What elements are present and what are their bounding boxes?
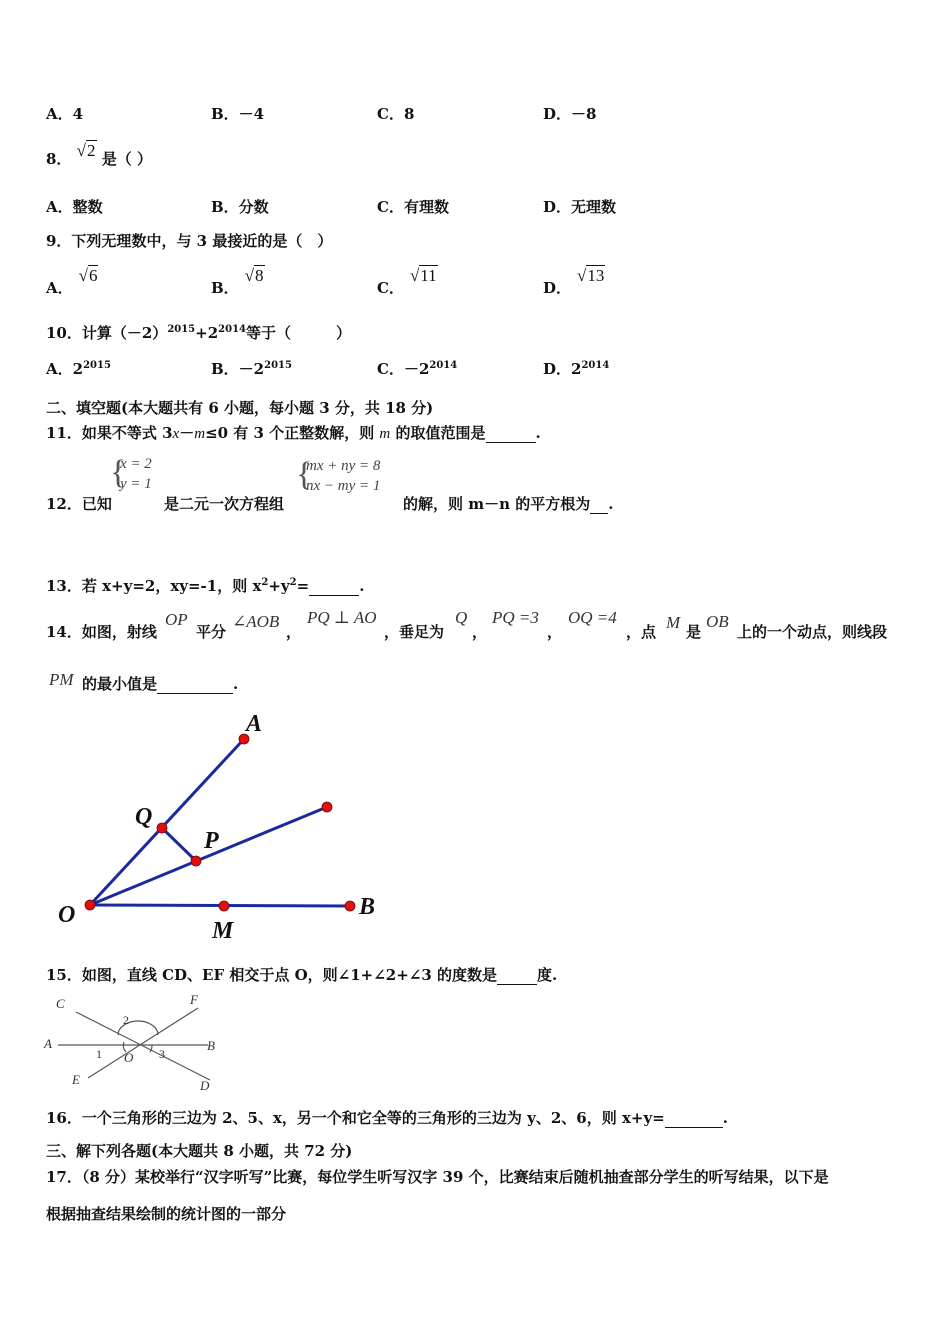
- q8-question: [46, 141, 152, 169]
- line-ef: [88, 1008, 198, 1078]
- q7-option-a: A．4: [46, 105, 84, 123]
- q14-perpendicular: PQ ⊥ AO: [307, 608, 377, 627]
- q11-answer-blank[interactable]: [486, 424, 536, 443]
- label-p: P: [204, 828, 219, 854]
- label-a: A: [246, 711, 263, 737]
- q14-oq-length: OQ =4: [568, 608, 617, 627]
- section-3-heading: 三、解下列各题(本大题共 8 小题，共 72 分): [46, 1142, 353, 1160]
- ray-op: [90, 807, 327, 905]
- q8-option-d: D．无理数: [543, 198, 617, 216]
- q8-option-a: A．整数: [46, 198, 103, 216]
- q8-option-b: B．分数: [211, 198, 269, 216]
- point-o: [85, 900, 95, 910]
- point-p: [191, 856, 201, 866]
- q8-radicand: 2: [87, 141, 96, 160]
- label-angle-3: 3: [159, 1047, 165, 1061]
- q7-option-b: B．－4: [211, 105, 265, 123]
- q14-angle-aob: ∠AOB: [232, 612, 280, 631]
- q16-question: 16．一个三角形的三边为 2、5、x，另一个和它全等的三角形的三边为 y、2、6，则 x+y= .: [46, 1109, 728, 1127]
- q13-question: 13．若 x+y=2，xy=-1，则 $x^2+y^2=$ .: [46, 577, 365, 595]
- q15-question: 15．如图，直线 CD、EF 相交于点 O，则∠1+∠2+∠3 的度数是 度.: [46, 966, 558, 984]
- q7-option-d: D．－8: [543, 105, 597, 123]
- q10-option-d: D．$2^{2014}$: [543, 360, 610, 378]
- q9-option-d: D．√13: [543, 266, 605, 297]
- label-angle-2: 2: [123, 1013, 129, 1027]
- q11-question: 11．如果不等式 3x－m≤0 有 3 个正整数解，则 m 的取值范围是 .: [46, 424, 541, 442]
- q12-middle: 是二元一次方程组: [164, 495, 285, 513]
- q9-a-radicand: 6: [88, 266, 98, 285]
- q10-option-c: C．$-2^{2014}$: [377, 360, 458, 378]
- q8-number: 8．: [46, 150, 72, 168]
- label-q: Q: [135, 804, 153, 830]
- q8-text: 是（ ）: [101, 150, 152, 168]
- q14-line2: 的最小值是 .: [82, 675, 239, 693]
- label-e: E: [72, 1072, 80, 1087]
- label-d: D: [200, 1078, 210, 1093]
- q14-point-text: ，点: [626, 623, 657, 641]
- q9-option-c: C．√11: [377, 266, 437, 297]
- q17-line2: 根据抽查结果绘制的统计图的一部分: [46, 1205, 287, 1223]
- q15-figure: [40, 990, 230, 1095]
- q14-bisect-text: 平分: [196, 623, 227, 641]
- q8-sqrt: √2: [76, 141, 96, 160]
- q14-foot-text: ，垂足为: [384, 623, 445, 641]
- q7-option-c: C．8: [377, 105, 415, 123]
- q10-question: 10．计算$(-2)^{2015}+2^{2014}$等于（ ）: [46, 324, 352, 342]
- q14-line1-prefix: 14．如图，射线: [46, 623, 157, 641]
- q13-answer-blank[interactable]: [309, 577, 359, 596]
- q12-suffix: 的解，则 m－n 的平方根为 .: [403, 495, 614, 513]
- q14-ray-ob: OB: [706, 612, 729, 631]
- q10-option-b: B．$-2^{2015}$: [211, 360, 292, 378]
- label-a: A: [44, 1036, 52, 1051]
- label-m: M: [212, 918, 234, 944]
- point-b: [345, 901, 355, 911]
- q8-option-c: C．有理数: [377, 198, 449, 216]
- label-c: C: [56, 996, 65, 1011]
- q9-c-radicand: 11: [420, 266, 437, 285]
- q12-answer-blank[interactable]: [590, 495, 608, 514]
- label-b: B: [359, 894, 376, 920]
- q10-option-a: A．$2^{2015}$: [46, 360, 111, 378]
- label-o: O: [58, 902, 76, 928]
- q14-ray-op: OP: [165, 610, 188, 629]
- label-f: F: [190, 992, 198, 1007]
- label-angle-1: 1: [96, 1047, 102, 1061]
- q9-option-a: A．√6: [46, 266, 98, 297]
- q14-line1-suffix: 上的一个动点，则线段: [737, 623, 888, 641]
- segment-pq: [162, 828, 196, 861]
- q12-solution-system: { x = 2 y = 1: [110, 454, 152, 492]
- q14-point-m: M: [666, 613, 681, 632]
- point-q: [157, 823, 167, 833]
- label-b: B: [207, 1038, 215, 1053]
- q14-segment-pm: PM: [49, 670, 74, 689]
- q14-answer-blank[interactable]: [157, 675, 233, 694]
- q9-option-b: B．√8: [211, 266, 264, 297]
- point-ray-end: [322, 802, 332, 812]
- q17-line1: 17．（8 分）某校举行“汉字听写”比赛，每位学生听写汉字 39 个，比赛结束后随机抽查部分学生的听写结果，以下是: [46, 1168, 829, 1186]
- q9-question: 9．下列无理数中，与 3 最接近的是（ ）: [46, 232, 333, 250]
- q12-equation-system: { mx + ny = 8 nx − my = 1: [296, 456, 381, 494]
- section-2-heading: 二、填空题(本大题共有 6 小题，每小题 3 分，共 18 分): [46, 399, 434, 417]
- q12-prefix: 12．已知: [46, 495, 112, 513]
- q16-answer-blank[interactable]: [665, 1109, 723, 1128]
- q14-pq-length: PQ =3: [492, 608, 539, 627]
- line-cd: [76, 1012, 210, 1080]
- ray-oa: [90, 739, 244, 905]
- q14-figure: [0, 700, 400, 950]
- q9-d-radicand: 13: [587, 266, 605, 285]
- q9-b-radicand: 8: [255, 266, 264, 285]
- q14-point-q: Q: [455, 608, 468, 627]
- label-o: O: [124, 1050, 134, 1065]
- q15-answer-blank[interactable]: [497, 966, 537, 985]
- point-m: [219, 901, 229, 911]
